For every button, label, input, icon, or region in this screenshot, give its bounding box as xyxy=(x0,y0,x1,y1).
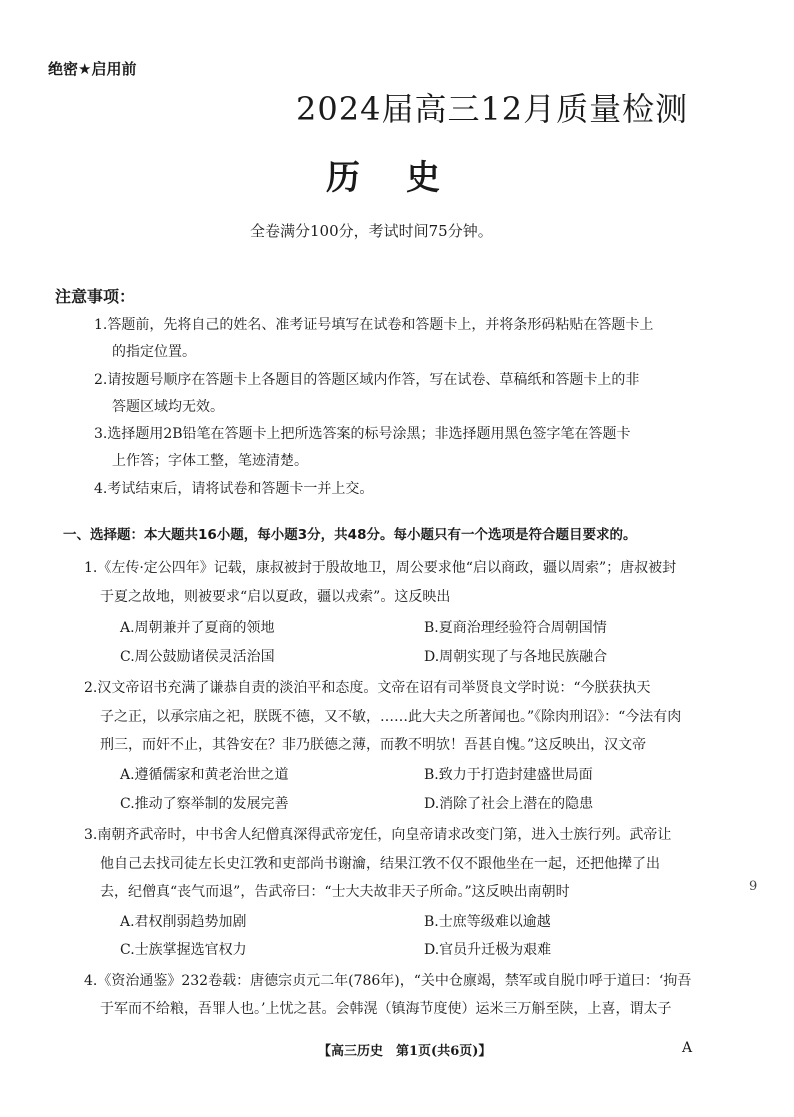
notice-title: 注意事项： xyxy=(55,287,136,306)
page-footer: 【高三历史 第1页(共6页)】 xyxy=(318,1044,492,1059)
question-1-line-2: 于夏之故地，则被要求“启以夏政，疆以戎索”。这反映出 xyxy=(100,589,451,605)
paper-version: A xyxy=(682,1040,693,1056)
question-3-option-b: B.士庶等级难以逾越 xyxy=(424,914,551,930)
question-3-option-c: C.士族掌握选官权力 xyxy=(120,942,247,958)
section-heading: 一、选择题：本大题共16小题，每小题3分，共48分。每小题只有一个选项是符合题目要求的。 xyxy=(63,527,637,543)
question-4-line-1: 4.《资治通鉴》232卷载：唐德宗贞元二年(786年)，“关中仓廪竭，禁军或自脱巾呼于道曰：‘拘吾 xyxy=(84,973,692,989)
question-1-option-a: A.周朝兼并了夏商的领地 xyxy=(120,620,275,636)
question-2-line-1: 2.汉文帝诏书充满了谦恭自责的淡泊平和态度。文帝在诏有司举贤良文学时说：“今朕获执天 xyxy=(84,680,651,696)
question-3-option-a: A.君权削弱趋势加剧 xyxy=(120,914,247,930)
question-3-line-3: 去，纪僧真“丧气而退”，告武帝曰：“士大夫故非天子所命。”这反映出南朝时 xyxy=(100,884,570,900)
notice-item-2: 2.请按题号顺序在答题卡上各题目的答题区域内作答，写在试卷、草稿纸和答题卡上的非 xyxy=(94,372,640,388)
question-1-line-1: 1.《左传·定公四年》记载，康叔被封于殷故地卫，周公要求他“启以商政，疆以周索”；唐叔被封 xyxy=(84,560,677,576)
exam-title: 2024届高三12月质量检测 xyxy=(296,90,689,128)
question-2-option-a: A.遵循儒家和黄老治世之道 xyxy=(120,767,289,783)
score-info: 全卷满分100分，考试时间75分钟。 xyxy=(250,222,493,240)
question-2-line-3: 刑三，而奸不止，其咎安在？非乃朕德之薄，而教不明欤！吾甚自愧。”这反映出，汉文帝 xyxy=(100,737,647,753)
subject-title: 历史 xyxy=(326,158,486,198)
question-2-line-2: 子之正，以承宗庙之祀，朕既不德，又不敏，……此大夫之所著闻也。”《除肉刑诏》：“今法有肉 xyxy=(100,709,682,725)
notice-item-3-cont: 上作答；字体工整，笔迹清楚。 xyxy=(112,453,308,469)
side-mark: 9 xyxy=(749,879,758,894)
notice-item-2-cont: 答题区域均无效。 xyxy=(112,399,224,415)
notice-item-1: 1.答题前，先将自己的姓名、准考证号填写在试卷和答题卡上，并将条形码粘贴在答题卡上 xyxy=(94,317,654,333)
notice-item-4: 4.考试结束后，请将试卷和答题卡一并上交。 xyxy=(94,481,374,497)
question-1-option-c: C.周公鼓励诸侯灵活治国 xyxy=(120,649,275,665)
question-3-line-2: 他自己去找司徒左长史江敩和吏部尚书谢瀹，结果江敩不仅不跟他坐在一起，还把他撵了出 xyxy=(100,856,660,872)
notice-item-1-cont: 的指定位置。 xyxy=(112,344,196,360)
question-4-line-2: 于军而不给粮，吾罪人也。’上忧之甚。会韩滉（镇海节度使）运米三万斛至陕，上喜，谓太子 xyxy=(100,1001,672,1017)
question-2-option-b: B.致力于打造封建盛世局面 xyxy=(424,767,593,783)
question-2-option-c: C.推动了察举制的发展完善 xyxy=(120,796,289,812)
question-3-option-d: D.官员升迁极为艰难 xyxy=(424,942,552,958)
question-3-line-1: 3.南朝齐武帝时，中书舍人纪僧真深得武帝宠任，向皇帝请求改变门第，进入士族行列。武帝让 xyxy=(84,827,672,843)
question-1-option-d: D.周朝实现了与各地民族融合 xyxy=(424,649,608,665)
question-2-option-d: D.消除了社会上潜在的隐患 xyxy=(424,796,594,812)
question-1-option-b: B.夏商治理经验符合周朝国情 xyxy=(424,620,607,636)
notice-item-3: 3.选择题用2B铅笔在答题卡上把所选答案的标号涂黑；非选择题用黑色签字笔在答题卡 xyxy=(94,426,631,442)
confidential-label: 绝密★启用前 xyxy=(48,60,137,78)
